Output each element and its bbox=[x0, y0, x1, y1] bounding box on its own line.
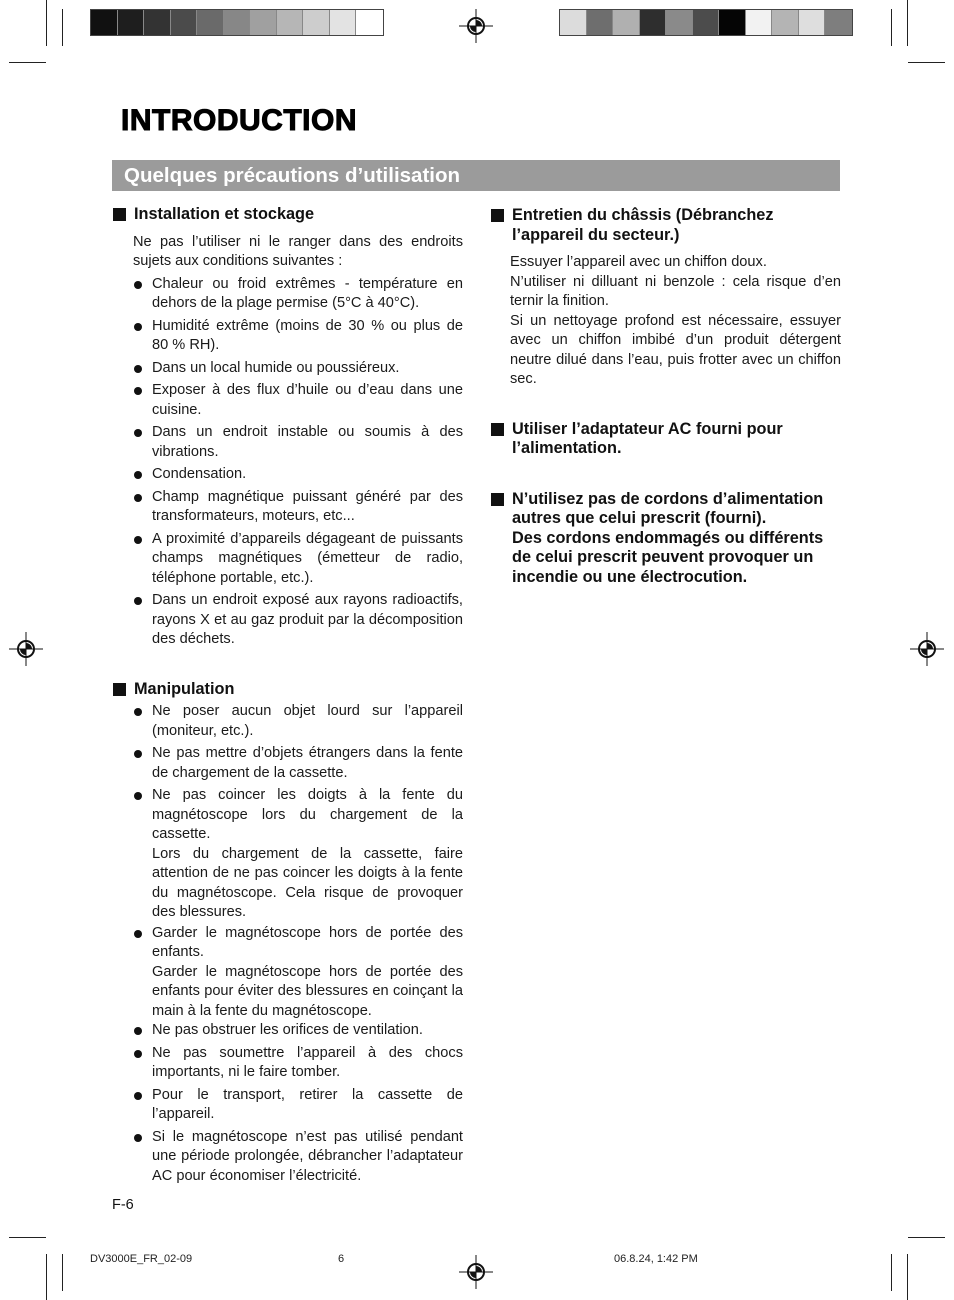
list-item: Dans un local humide ou poussiéreux. bbox=[133, 359, 463, 379]
list-item: Exposer à des flux d’huile ou d’eau dans une cuisine. bbox=[133, 381, 463, 420]
list-item: Ne poser aucun objet lourd sur l’appareil (moniteur, etc.). bbox=[133, 702, 463, 741]
square-bullet-icon bbox=[491, 423, 504, 436]
color-swatch bbox=[693, 10, 720, 35]
bullet-icon bbox=[134, 536, 142, 544]
color-swatch bbox=[224, 10, 251, 35]
color-swatch bbox=[746, 10, 773, 35]
bullet-icon bbox=[134, 930, 142, 938]
crop-mark-tr-v bbox=[907, 0, 908, 46]
bullet-icon bbox=[134, 750, 142, 758]
list-item: Champ magnétique puissant généré par des transformateurs, moteurs, etc... bbox=[133, 488, 463, 527]
crop-mark-br-h bbox=[908, 1237, 945, 1238]
heading-adaptateur: Utiliser l’adaptateur AC fourni pour l’alimentation. bbox=[490, 420, 841, 459]
crop-mark-tl-h bbox=[9, 62, 46, 63]
crop-mark-tl-v bbox=[46, 0, 47, 46]
color-swatch bbox=[91, 10, 118, 35]
heading-manipulation: Manipulation bbox=[112, 680, 463, 700]
entretien-text: Essuyer l’appareil avec un chiffon doux. N’utiliser ni dilluant ni benzole : cela risque d’en ternir la finition. Si un nettoyage profond est nécessaire, essuyer avec un chiffon imbibé d’un produit détergent neutre dilué dans l’eau, puis frotter avec un chiffon sec. bbox=[510, 254, 841, 387]
list-item: Ne pas obstruer les orifices de ventilation. bbox=[133, 1021, 463, 1041]
footer-filename: DV3000E_FR_02-09 bbox=[90, 1253, 193, 1265]
color-swatch bbox=[825, 10, 852, 35]
list-item: Dans un endroit instable ou soumis à des vibrations. bbox=[133, 423, 463, 462]
right-column bbox=[490, 206, 841, 587]
crop-mark-tr-v2 bbox=[891, 9, 892, 46]
manip-list bbox=[112, 702, 463, 1186]
registration-target-icon bbox=[9, 632, 43, 666]
registration-target-icon bbox=[910, 632, 944, 666]
color-swatch bbox=[118, 10, 145, 35]
list-item: Ne pas mettre d’objets étrangers dans la fente de chargement de la cassette. bbox=[133, 744, 463, 783]
list-item: Pour le transport, retirer la cassette de l’appareil. bbox=[133, 1086, 463, 1125]
page-number: F-6 bbox=[112, 1197, 134, 1213]
color-swatch bbox=[171, 10, 198, 35]
list-item: Chaleur ou froid extrêmes - température en dehors de la plage permise (5°C à 40°C). bbox=[133, 275, 463, 314]
square-bullet-icon bbox=[491, 209, 504, 222]
color-swatch bbox=[144, 10, 171, 35]
install-list bbox=[112, 275, 463, 650]
heading-cordons: N’utilisez pas de cordons d’alimentation autres que celui prescrit (fourni). Des cordons endommagés ou différents de celui prescrit peuvent provoquer un incendie ou une électrocution. bbox=[490, 490, 841, 588]
color-swatch bbox=[772, 10, 799, 35]
bullet-icon bbox=[134, 494, 142, 502]
crop-mark-bl-h bbox=[9, 1237, 46, 1238]
color-swatch bbox=[799, 10, 826, 35]
list-item: Ne pas soumettre l’appareil à des chocs importants, ni le faire tomber. bbox=[133, 1044, 463, 1083]
color-swatch bbox=[197, 10, 224, 35]
bullet-icon bbox=[134, 429, 142, 437]
color-swatch bbox=[250, 10, 277, 35]
footer-date: 06.8.24, 1:42 PM bbox=[614, 1253, 698, 1265]
color-swatch bbox=[613, 10, 640, 35]
color-bar-left bbox=[90, 9, 384, 36]
crop-mark-br-v2 bbox=[891, 1254, 892, 1291]
bullet-icon bbox=[134, 1027, 142, 1035]
registration-target-icon bbox=[459, 9, 493, 43]
bullet-icon bbox=[134, 1092, 142, 1100]
color-bar-right bbox=[559, 9, 853, 36]
footer-page: 6 bbox=[338, 1253, 345, 1265]
bullet-icon bbox=[134, 792, 142, 800]
page-title: INTRODUCTION bbox=[121, 104, 357, 137]
list-item: A proximité d’appareils dégageant de puissants champs magnétiques (émetteur de radio, téléphone portable, etc.). bbox=[133, 530, 463, 589]
crop-mark-bl-v2 bbox=[62, 1254, 63, 1291]
bullet-icon bbox=[134, 323, 142, 331]
registration-target-icon bbox=[459, 1255, 493, 1289]
section-banner: Quelques précautions d’utilisation bbox=[112, 160, 840, 191]
crop-mark-br-v bbox=[907, 1254, 908, 1300]
color-swatch bbox=[330, 10, 357, 35]
crop-mark-tr-h bbox=[908, 62, 945, 63]
bullet-icon bbox=[134, 1134, 142, 1142]
list-item: Humidité extrême (moins de 30 % ou plus de 80 % RH). bbox=[133, 317, 463, 356]
bullet-icon bbox=[134, 1050, 142, 1058]
color-swatch bbox=[719, 10, 746, 35]
color-swatch bbox=[356, 10, 383, 35]
color-swatch bbox=[666, 10, 693, 35]
crop-mark-bl-v bbox=[46, 1254, 47, 1300]
color-swatch bbox=[277, 10, 304, 35]
bullet-icon bbox=[134, 281, 142, 289]
square-bullet-icon bbox=[491, 493, 504, 506]
color-swatch bbox=[587, 10, 614, 35]
bullet-icon bbox=[134, 387, 142, 395]
list-item: Condensation. bbox=[133, 465, 463, 485]
bullet-icon bbox=[134, 708, 142, 716]
square-bullet-icon bbox=[113, 683, 126, 696]
left-column bbox=[112, 205, 463, 1186]
heading-entretien: Entretien du châssis (Débranchez l’appareil du secteur.) bbox=[490, 206, 841, 245]
list-item: Ne pas coincer les doigts à la fente du magnétoscope lors du chargement de la cassette. Lors du chargement de la cassette, faire attention de ne pas coincer les doigts à la fente du magnétoscope. Cela risque de provoquer des blessures. bbox=[133, 786, 463, 923]
bullet-icon bbox=[134, 365, 142, 373]
bullet-icon bbox=[134, 597, 142, 605]
color-swatch bbox=[560, 10, 587, 35]
list-item: Garder le magnétoscope hors de portée des enfants. Garder le magnétoscope hors de portée des enfants pour éviter des blessures en coinçant la main à la fente du magnétoscope. bbox=[133, 924, 463, 1022]
color-swatch bbox=[640, 10, 667, 35]
crop-mark-tl-v2 bbox=[62, 9, 63, 46]
list-item: Si le magnétoscope n’est pas utilisé pendant une période prolongée, débrancher l’adaptateur AC pour économiser l’électricité. bbox=[133, 1128, 463, 1187]
bullet-icon bbox=[134, 471, 142, 479]
list-item: Dans un endroit exposé aux rayons radioactifs, rayons X et au gaz produit par la décomposition des déchets. bbox=[133, 591, 463, 650]
install-intro: Ne pas l’utiliser ni le ranger dans des endroits sujets aux conditions suivantes : bbox=[133, 233, 463, 269]
square-bullet-icon bbox=[113, 208, 126, 221]
color-swatch bbox=[303, 10, 330, 35]
heading-installation: Installation et stockage bbox=[112, 205, 463, 225]
